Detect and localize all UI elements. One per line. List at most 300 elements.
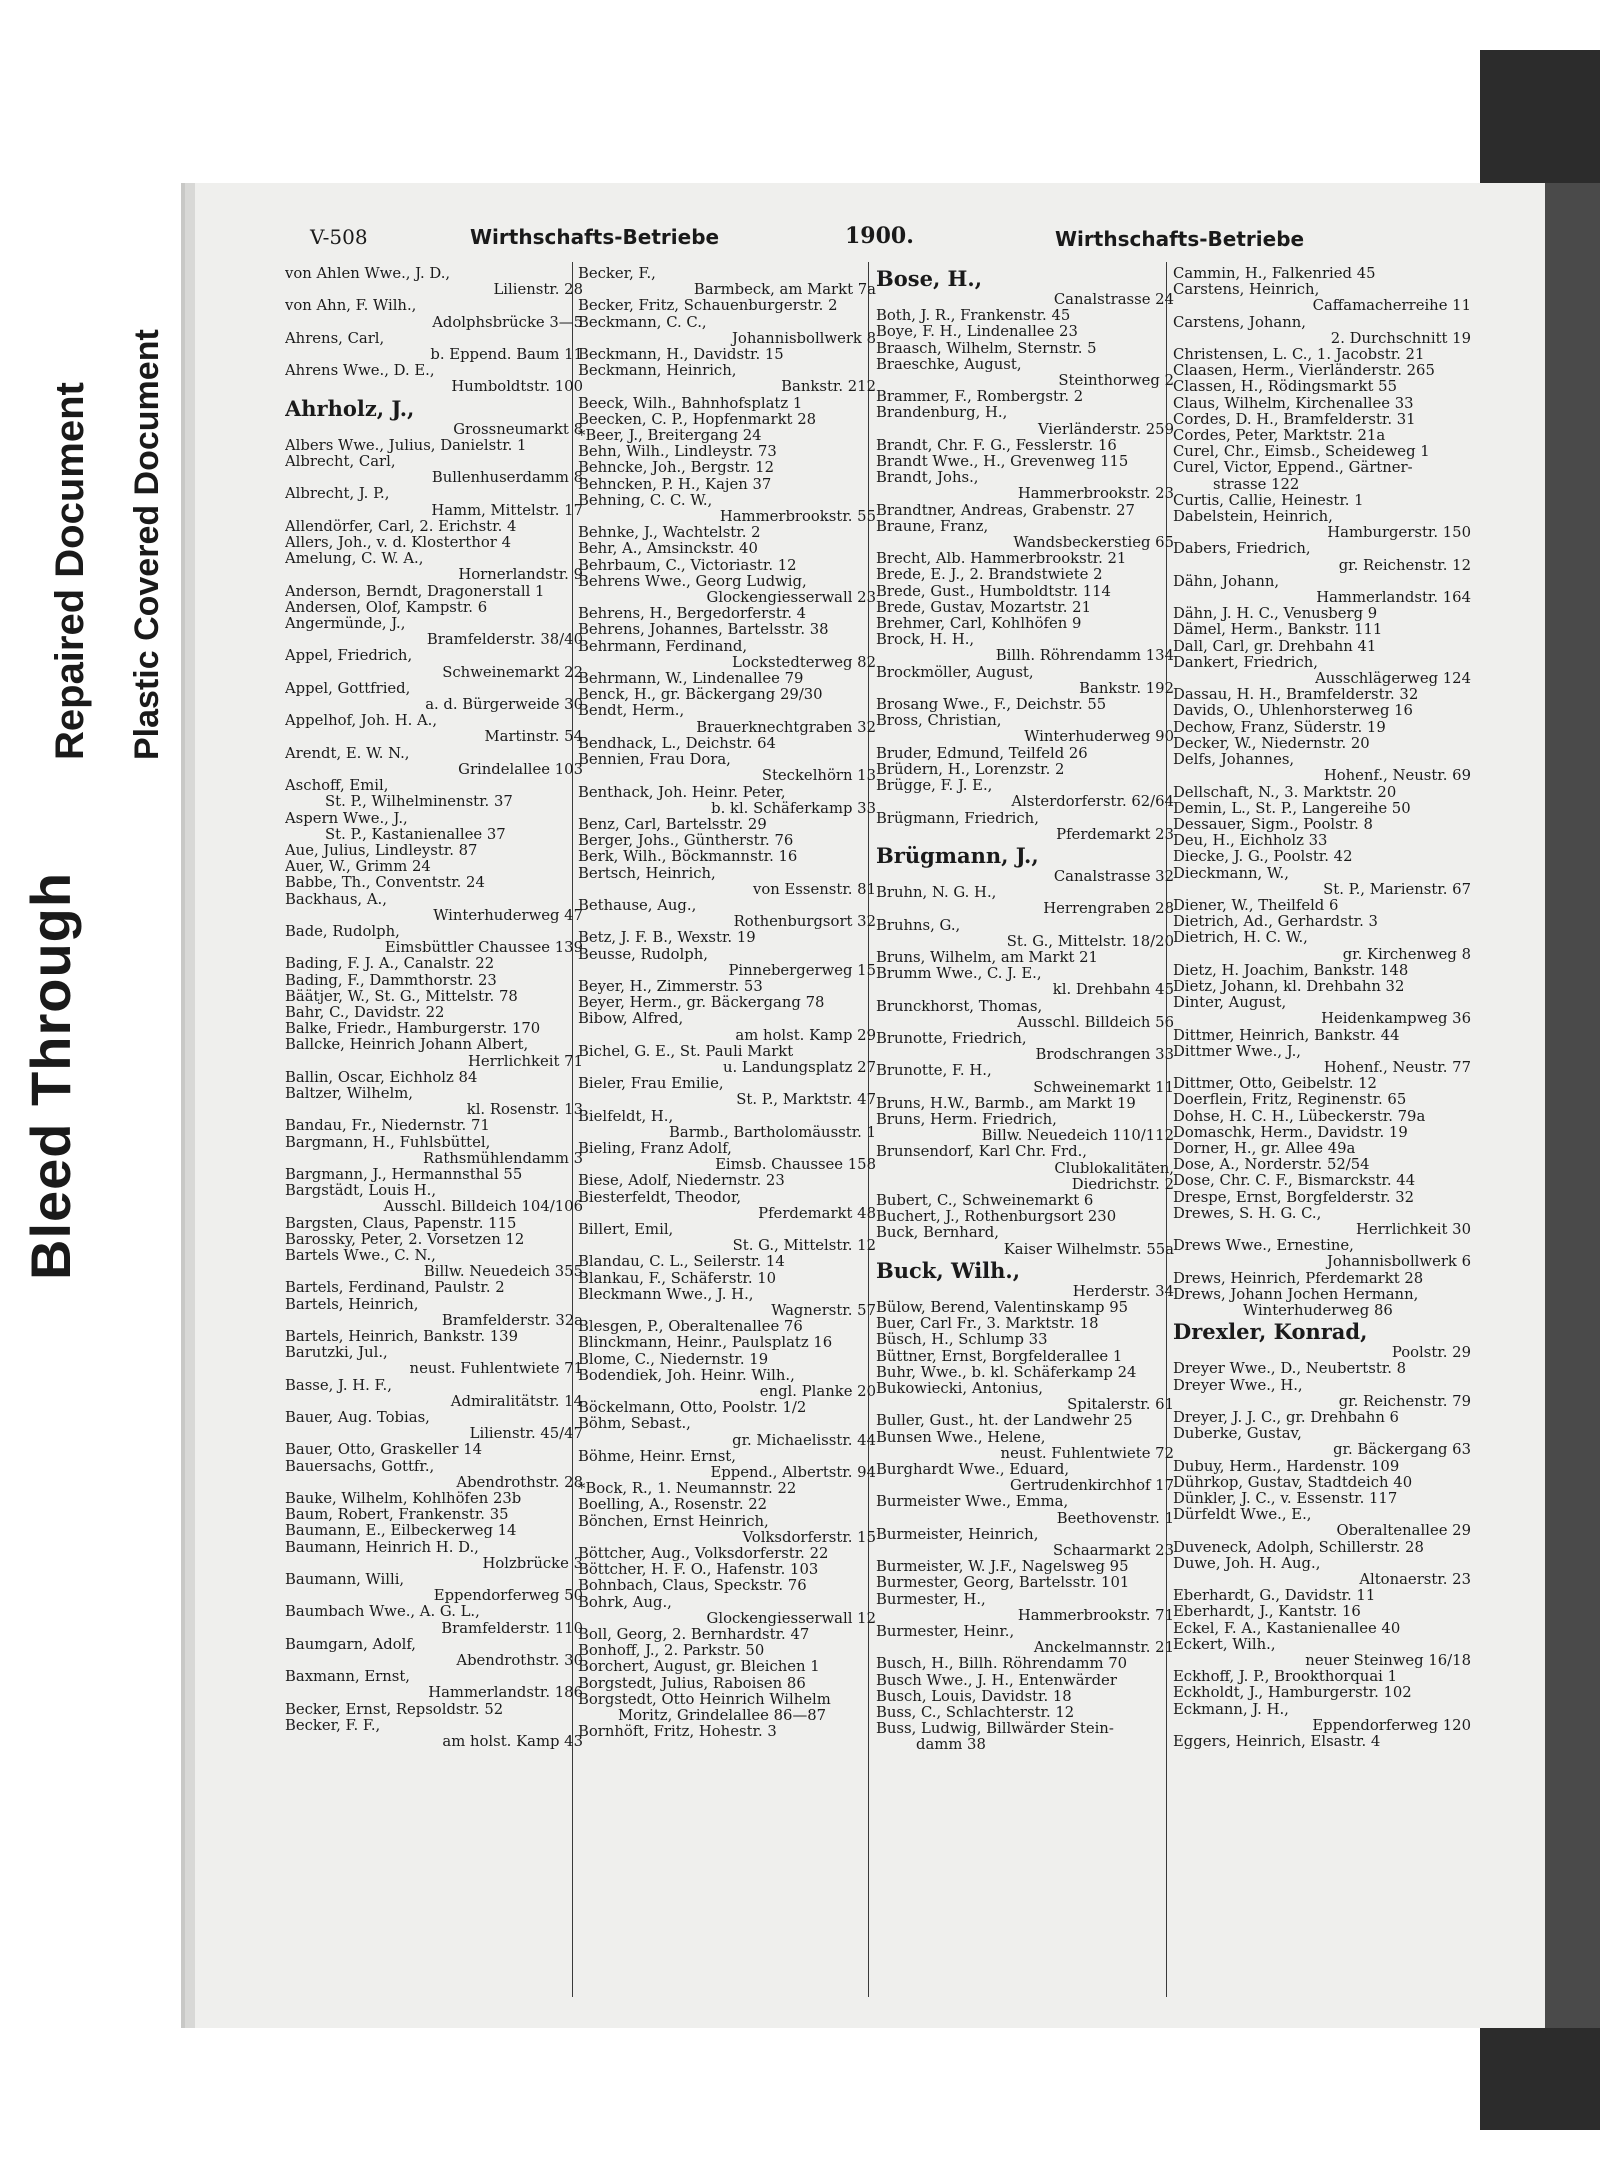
entry-line: neuer Steinweg 16/18 <box>1305 1653 1471 1670</box>
entry-line: Bramfelderstr. 32a <box>441 1312 583 1329</box>
entry-line: Billw. Neuedeich 355 <box>423 1264 583 1281</box>
entry-line: Bruns, H.W., Barmb., am Markt 19 <box>876 1095 1136 1112</box>
entry-line: Barossky, Peter, 2. Vorsetzen 12 <box>285 1231 525 1248</box>
entry-line: Behrens, Johannes, Bartelsstr. 38 <box>578 622 829 639</box>
entry-line: Borgstedt, Otto Heinrich Wilhelm <box>578 1691 831 1708</box>
entry-line: Brandenburg, H., <box>876 405 1008 422</box>
entry-line: Clublokalitäten, <box>1054 1160 1174 1177</box>
entry-line: Lilienstr. 45/47 <box>469 1426 583 1443</box>
entry-line: Hammerbrookstr. 71 <box>1017 1607 1174 1624</box>
entry-line: Bankstr. 212 <box>781 379 876 396</box>
entry-line: Benz, Carl, Bartelsstr. 29 <box>578 816 767 833</box>
directory-column-3 <box>876 266 1174 1754</box>
entry-line: Dietrich, H. C. W., <box>1173 930 1308 947</box>
entry-line: Pferdemarkt 23 <box>1056 826 1174 843</box>
entry-line: Classen, H., Rödingsmarkt 55 <box>1173 379 1397 396</box>
entry-line: Dinter, August, <box>1173 995 1287 1012</box>
entry-line: Albrecht, Carl, <box>285 454 396 471</box>
entry-line: St. P., Marienstr. 67 <box>1323 881 1471 898</box>
entry-line: Bruns, Wilhelm, am Markt 21 <box>876 949 1098 966</box>
entry-line: Dorner, H., gr. Allee 49a <box>1173 1140 1356 1157</box>
entry-line: Holzbrücke 3 <box>482 1555 583 1572</box>
entry-line: Behning, C. C. W., <box>578 492 713 509</box>
entry-line: Burmester, H., <box>876 1591 986 1608</box>
entry-line: Dietz, H. Joachim, Bankstr. 148 <box>1173 962 1409 979</box>
entry-line: Boelling, A., Rosenstr. 22 <box>578 1497 768 1514</box>
entry-line: Christensen, L. C., 1. Jacobstr. 21 <box>1173 347 1425 364</box>
entry-line: gr. Reichenstr. 12 <box>1338 557 1471 574</box>
entry-line: Benck, H., gr. Bäckergang 29/30 <box>578 687 823 704</box>
entry-line: a. d. Bürgerweide 30 <box>425 697 583 714</box>
entry-line: Bartels, Ferdinand, Paulstr. 2 <box>285 1280 505 1297</box>
entry-line: Eppendorferweg 120 <box>1312 1717 1471 1734</box>
entry-line: Bargsten, Claus, Papenstr. 115 <box>285 1215 517 1232</box>
entry-line: Drews, Heinrich, Pferdemarkt 28 <box>1173 1270 1424 1287</box>
entry-line: Rathsmühlendamm 3 <box>423 1150 583 1167</box>
entry-line: Hohenf., Neustr. 69 <box>1323 768 1471 785</box>
entry-line: Dittmer Wwe., J., <box>1173 1043 1301 1060</box>
entry-line: Bramfelderstr. 38/40 <box>426 632 583 649</box>
entry-line: Dankert, Friedrich, <box>1173 654 1318 671</box>
entry-line: Claasen, Herm., Vierländerstr. 265 <box>1173 363 1435 380</box>
entry-line: Bohrk, Aug., <box>578 1594 672 1611</box>
entry-line: St. G., Mittelstr. 18/20 <box>1006 933 1174 950</box>
entry-line: Bruhn, N. G. H., <box>876 885 997 902</box>
entry-line: Bennien, Frau Dora, <box>578 752 731 769</box>
entry-line: Becker, Ernst, Repsoldstr. 52 <box>285 1701 504 1718</box>
entry-line: Angermünde, J., <box>285 616 406 633</box>
entry-line: Ballin, Oscar, Eichholz 84 <box>285 1069 478 1086</box>
entry-line: Behn, Wilh., Lindleystr. 73 <box>578 444 777 461</box>
entry-line: gr. Bäckergang 63 <box>1333 1442 1471 1459</box>
entry-line: Glockengiesserwall 12 <box>706 1610 876 1627</box>
entry-line: Grossneumarkt 8 <box>453 421 583 438</box>
entry-line: Ausschlägerweg 124 <box>1315 671 1471 688</box>
entry-line: Cammin, H., Falkenried 45 <box>1173 266 1376 282</box>
entry-line: Eckhoff, J. P., Brookthorquai 1 <box>1173 1669 1398 1686</box>
entry-line: Canalstrasse 24 <box>1053 292 1174 308</box>
entry-line: Hammerlandstr. 164 <box>1316 590 1471 607</box>
entry-line: Dähn, J. H. C., Venusberg 9 <box>1173 606 1378 623</box>
entry-line: Burmeister Wwe., Emma, <box>876 1494 1069 1511</box>
entry-line: Braeschke, August, <box>876 356 1022 373</box>
entry-line: Aspern Wwe., J., <box>285 810 408 827</box>
entry-line: Behr, A., Amsinckstr. 40 <box>578 541 758 558</box>
entry-line: Diecke, J. G., Poolstr. 42 <box>1173 849 1353 866</box>
entry-line: Duberke, Gustav, <box>1173 1426 1302 1443</box>
entry-line: Glockengiesserwall 23 <box>706 590 876 607</box>
entry-line: Johannisbollwerk 8 <box>731 330 876 347</box>
entry-line: Allendörfer, Carl, 2. Erichstr. 4 <box>285 518 517 535</box>
entry-line: St. G., Mittelstr. 12 <box>732 1238 876 1255</box>
entry-line: Busch Wwe., J. H., Entenwärder <box>876 1672 1117 1689</box>
entry-line: Beusse, Rudolph, <box>578 946 709 963</box>
entry-line: Brauerknechtgraben 32 <box>696 719 876 736</box>
entry-line: Caffamacherreihe 11 <box>1312 298 1471 315</box>
entry-line: Bartels, Heinrich, <box>285 1296 419 1313</box>
entry-line: Brammer, F., Rombergstr. 2 <box>876 389 1084 406</box>
entry-line: Decker, W., Niedernstr. 20 <box>1173 735 1370 752</box>
entry-line: St. P., Marktstr. 47 <box>736 1092 876 1109</box>
entry-line: Bramfelderstr. 110 <box>441 1620 583 1637</box>
entry-line: Spitalerstr. 61 <box>1067 1397 1174 1414</box>
repaired-document-label: Repaired Document <box>48 382 92 760</box>
entry-line: Hohenf., Neustr. 77 <box>1323 1059 1471 1076</box>
entry-line: Bade, Rudolph, <box>285 923 400 940</box>
entry-line: Behncke, Joh., Bergstr. 12 <box>578 460 774 477</box>
entry-line: Bukowiecki, Antonius, <box>876 1381 1043 1397</box>
entry-line: Brede, Gustav, Mozartstr. 21 <box>876 599 1091 616</box>
entry-line: Braasch, Wilhelm, Sternstr. 5 <box>876 340 1097 357</box>
entry-line: Bartels Wwe., C. N., <box>285 1247 436 1264</box>
entry-line: Abendrothstr. 30 <box>456 1653 583 1670</box>
entry-line: Hammerbrookstr. 55 <box>719 509 876 526</box>
entry-line: Buhr, Wwe., b. kl. Schäferkamp 24 <box>876 1364 1137 1381</box>
entry-line: Dessauer, Sigm., Poolstr. 8 <box>1173 816 1373 833</box>
entry-line: Hammerbrookstr. 23 <box>1017 486 1174 503</box>
entry-line: Burmeister, W. J.F., Nagelsweg 95 <box>876 1559 1129 1576</box>
entry-line: Dreyer Wwe., D., Neubertstr. 8 <box>1173 1361 1407 1378</box>
entry-line: Drews Wwe., Ernestine, <box>1173 1238 1354 1255</box>
entry-line: Berger, Johs., Güntherstr. 76 <box>578 833 794 850</box>
entry-line: Martinstr. 54 <box>484 729 583 746</box>
entry-line: Becker, F. F., <box>285 1717 381 1734</box>
entry-line: Schweinemarkt 11 <box>1033 1079 1174 1096</box>
entry-line: Brock, H. H., <box>876 632 975 649</box>
entry-line: Herrengraben 28 <box>1043 901 1174 918</box>
entry-line: Baltzer, Wilhelm, <box>285 1085 413 1102</box>
entry-line: Moritz, Grindelallee 86—87 <box>618 1708 827 1725</box>
entry-line: Lilienstr. 28 <box>493 282 583 299</box>
entry-line: Aschoff, Emil, <box>285 778 389 795</box>
entry-line: Behncken, P. H., Kajen 37 <box>578 476 772 493</box>
entry-line: Brunsendorf, Karl Chr. Frd., <box>876 1144 1088 1161</box>
entry-line: Bönchen, Ernst Heinrich, <box>578 1513 769 1530</box>
entry-line: kl. Drehbahn 45 <box>1052 982 1174 999</box>
entry-line: Bornhöft, Fritz, Hohestr. 3 <box>578 1724 777 1741</box>
entry-line: Billh. Röhrendamm 134 <box>995 648 1174 665</box>
entry-line: Behrens, H., Bergedorferstr. 4 <box>578 606 807 623</box>
entry-line: Brunckhorst, Thomas, <box>876 998 1043 1015</box>
entry-heading: Brügmann, J., <box>876 842 1039 868</box>
entry-line: Baum, Robert, Frankenstr. 35 <box>285 1507 509 1524</box>
entry-line: Deu, H., Eichholz 33 <box>1173 833 1328 850</box>
entry-line: Bielfeldt, H., <box>578 1108 674 1125</box>
entry-line: Dittmer, Otto, Geibelstr. 12 <box>1173 1076 1377 1093</box>
entry-line: Büsch, H., Schlump 33 <box>876 1332 1048 1349</box>
entry-line: Baumann, Heinrich H. D., <box>285 1539 479 1556</box>
entry-line: Beckmann, C. C., <box>578 314 707 331</box>
entry-line: Babbe, Th., Conventstr. 24 <box>285 875 485 892</box>
page-number: V-508 <box>310 225 368 249</box>
entry-line: Bargmann, J., Hermannsthal 55 <box>285 1166 523 1183</box>
entry-line: Billw. Neuedeich 110/112 <box>981 1128 1174 1145</box>
entry-line: Bieling, Franz Adolf, <box>578 1140 732 1157</box>
entry-line: Buck, Bernhard, <box>876 1225 999 1242</box>
entry-line: Davids, O., Uhlenhorsterweg 16 <box>1173 703 1413 720</box>
entry-line: Brockmöller, August, <box>876 664 1034 681</box>
entry-line: Dieckmann, W., <box>1173 865 1289 882</box>
side-labels <box>0 260 190 1280</box>
page-header <box>290 225 1500 261</box>
entry-line: Dabelstein, Heinrich, <box>1173 509 1333 526</box>
entry-line: Herrlichkeit 30 <box>1355 1221 1471 1238</box>
entry-line: Appel, Friedrich, <box>285 648 413 665</box>
entry-line: Duveneck, Adolph, Schillerstr. 28 <box>1173 1539 1424 1556</box>
entry-line: Alsterdorferstr. 62/64 <box>1011 794 1174 811</box>
entry-line: Benthack, Joh. Heinr. Peter, <box>578 784 786 801</box>
entry-line: Burghardt Wwe., Eduard, <box>876 1462 1070 1479</box>
entry-line: Bading, F., Dammthorstr. 23 <box>285 972 497 989</box>
entry-line: Domaschk, Herm., Davidstr. 19 <box>1173 1124 1408 1141</box>
entry-line: Basse, J. H. F., <box>285 1377 392 1394</box>
directory-column-2 <box>578 266 876 1740</box>
entry-line: Auer, W., Grimm 24 <box>285 859 431 876</box>
entry-line: Curel, Victor, Eppend., Gärtner- <box>1173 460 1413 477</box>
entry-line: Biese, Adolf, Niedernstr. 23 <box>578 1173 785 1190</box>
entry-line: Delfs, Johannes, <box>1173 752 1295 769</box>
entry-line: engl. Planke 20 <box>759 1384 876 1401</box>
entry-line: Dürfeldt Wwe., E., <box>1173 1507 1312 1524</box>
entry-line: Aue, Julius, Lindleystr. 87 <box>285 842 478 859</box>
entry-line: Böttcher, Aug., Volksdorferstr. 22 <box>578 1546 829 1563</box>
entry-line: Herderstr. 34 <box>1072 1283 1174 1300</box>
entry-line: Rothenburgsort 32 <box>733 914 876 931</box>
entry-line: Böhme, Heinr. Ernst, <box>578 1448 736 1465</box>
entry-line: Burmeister, Heinrich, <box>876 1526 1039 1543</box>
entry-line: Both, J. R., Frankenstr. 45 <box>876 308 1071 325</box>
bleed-through-label: Bleed Through <box>19 871 82 1280</box>
entry-line: Bodendiek, Joh. Heinr. Wilh., <box>578 1367 795 1384</box>
entry-line: Bankstr. 192 <box>1079 680 1174 697</box>
entry-line: Bartels, Heinrich, Bankstr. 139 <box>285 1329 518 1345</box>
entry-line: Buchert, J., Rothenburgsort 230 <box>876 1209 1117 1226</box>
entry-line: Eimsbüttler Chaussee 139 <box>384 940 583 957</box>
entry-line: Eimsb. Chaussee 158 <box>715 1157 876 1174</box>
entry-line: Dechow, Franz, Süderstr. 19 <box>1173 719 1386 736</box>
entry-heading: Ahrholz, J., <box>285 395 415 421</box>
entry-line: Andersen, Olof, Kampstr. 6 <box>285 599 488 616</box>
entry-line: Ahrens, Carl, <box>285 330 385 347</box>
entry-line: Winterhuderweg 86 <box>1243 1303 1393 1319</box>
entry-line: Becker, F., <box>578 266 656 282</box>
entry-line: Dämel, Herm., Bankstr. 111 <box>1173 622 1383 639</box>
entry-line: Winterhuderweg 47 <box>433 907 583 924</box>
entry-line: Bauersachs, Gottfr., <box>285 1458 435 1475</box>
entry-line: Appelhof, Joh. H. A., <box>285 713 438 730</box>
entry-line: St. P., Kastanienallee 37 <box>325 826 506 843</box>
entry-line: Dellschaft, N., 3. Marktstr. 20 <box>1173 784 1397 801</box>
entry-line: Bruder, Edmund, Teilfeld 26 <box>876 745 1088 762</box>
entry-line: Eggers, Heinrich, Elsastr. 4 <box>1173 1734 1381 1751</box>
entry-line: Dittmer, Heinrich, Bankstr. 44 <box>1173 1027 1400 1044</box>
entry-line: Admiralitätstr. 14 <box>450 1393 583 1410</box>
entry-line: neust. Fuhlentwiete 71 <box>409 1361 583 1378</box>
entry-line: Brandt Wwe., H., Grevenweg 115 <box>876 454 1129 471</box>
entry-line: Buer, Carl Fr., 3. Marktstr. 18 <box>876 1316 1099 1333</box>
entry-line: Busch, Louis, Davidstr. 18 <box>876 1688 1072 1705</box>
entry-line: Eppendorferweg 50 <box>433 1588 583 1605</box>
running-title-left: Wirthschafts-Betriebe <box>470 225 720 249</box>
entry-line: Böhm, Sebast., <box>578 1416 691 1433</box>
entry-line: Beckmann, H., Davidstr. 15 <box>578 347 784 364</box>
entry-line: Brügmann, Friedrich, <box>876 810 1039 827</box>
entry-line: Biesterfeldt, Theodor, <box>578 1189 742 1206</box>
entry-line: Brandtner, Andreas, Grabenstr. 27 <box>876 502 1135 519</box>
running-title-right: Wirthschafts-Betriebe <box>1055 227 1305 251</box>
entry-line: Baxmann, Ernst, <box>285 1669 411 1686</box>
entry-line: Steckelhörn 13 <box>761 768 876 785</box>
entry-line: Brügge, F. J. E., <box>876 778 993 795</box>
entry-line: Diedrichstr. 2 <box>1071 1176 1174 1193</box>
entry-line: Brunotte, F. H., <box>876 1063 992 1080</box>
entry-line: Bauer, Aug. Tobias, <box>285 1410 430 1427</box>
entry-line: Büttner, Ernst, Borgfelderallee 1 <box>876 1348 1123 1365</box>
entry-line: Adolphsbrücke 3—5 <box>432 314 583 331</box>
entry-line: Brehmer, Carl, Kohlhöfen 9 <box>876 616 1082 633</box>
entry-line: Winterhuderweg 90 <box>1024 729 1174 746</box>
entry-line: Brandt, Johs., <box>876 470 979 487</box>
entry-line: u. Landungsplatz 27 <box>722 1059 876 1076</box>
entry-line: Bahr, C., Davidstr. 22 <box>285 1004 445 1021</box>
entry-line: Bülow, Berend, Valentinskamp 95 <box>876 1299 1129 1316</box>
directory-column-4 <box>1173 266 1471 1750</box>
entry-line: Blandau, C. L., Seilerstr. 14 <box>578 1254 785 1271</box>
entry-line: Brosang Wwe., F., Deichstr. 55 <box>876 697 1107 714</box>
entry-line: Canalstrasse 32 <box>1053 868 1174 885</box>
entry-line: Blinckmann, Heinr., Paulsplatz 16 <box>578 1335 833 1352</box>
entry-line: Wagnerstr. 57 <box>771 1303 876 1319</box>
entry-line: Dietz, Johann, kl. Drehbahn 32 <box>1173 978 1405 995</box>
entry-line: Eckmann, J. H., <box>1173 1701 1289 1718</box>
entry-line: kl. Rosenstr. 13 <box>466 1102 583 1119</box>
entry-line: Baumbach Wwe., A. G. L., <box>285 1604 480 1621</box>
entry-line: Cordes, D. H., Bramfelderstr. 31 <box>1173 411 1416 428</box>
entry-line: Heidenkampweg 36 <box>1321 1011 1471 1028</box>
entry-line: b. Eppend. Baum 11 <box>430 347 583 364</box>
entry-line: Wandsbeckerstieg 65 <box>1013 535 1174 552</box>
entry-line: Allers, Joh., v. d. Klosterthor 4 <box>285 535 511 552</box>
entry-line: Dreyer, J. J. C., gr. Drehbahn 6 <box>1173 1410 1399 1427</box>
entry-line: Beethovenstr. 1 <box>1056 1510 1174 1527</box>
entry-line: Bertsch, Heinrich, <box>578 865 716 882</box>
directory-column-1 <box>285 266 583 1750</box>
entry-line: Blankau, F., Schäferstr. 10 <box>578 1270 777 1287</box>
entry-line: Pferdemarkt 48 <box>758 1205 876 1222</box>
entry-line: Bubert, C., Schweinemarkt 6 <box>876 1192 1094 1209</box>
entry-line: Ausschl. Billdeich 56 <box>1017 1014 1174 1031</box>
entry-line: Bandau, Fr., Niedernstr. 71 <box>285 1118 490 1135</box>
entry-line: gr. Reichenstr. 79 <box>1338 1393 1471 1410</box>
entry-line: Vierländerstr. 259 <box>1037 421 1174 438</box>
entry-line: Ausschl. Billdeich 104/106 <box>383 1199 583 1216</box>
entry-line: Doerflein, Fritz, Reginenstr. 65 <box>1173 1092 1407 1109</box>
entry-line: Bullenhuserdamm 8 <box>431 470 583 487</box>
entry-line: Carstens, Johann, <box>1173 314 1306 331</box>
entry-line: Dassau, H. H., Bramfelderstr. 32 <box>1173 687 1419 704</box>
entry-line: Brede, Gust., Humboldtstr. 114 <box>876 583 1111 600</box>
entry-line: Brandt, Chr. F. G., Fesslerstr. 16 <box>876 437 1117 454</box>
entry-heading: Drexler, Konrad, <box>1173 1319 1368 1345</box>
entry-line: Anckelmannstr. 21 <box>1033 1640 1174 1657</box>
entry-line: am holst. Kamp 43 <box>442 1734 583 1751</box>
entry-line: Bendt, Herm., <box>578 703 685 720</box>
entry-line: Johannisbollwerk 6 <box>1326 1254 1471 1271</box>
entry-line: Bross, Christian, <box>876 713 1002 730</box>
entry-line: von Ahn, F. Wilh., <box>285 298 417 315</box>
entry-line: Bruns, Herm. Friedrich, <box>876 1111 1057 1128</box>
entry-line: Ballcke, Heinrich Johann Albert, <box>285 1037 529 1054</box>
entry-line: Böttcher, H. F. O., Hafenstr. 103 <box>578 1562 819 1579</box>
entry-line: Dose, A., Norderstr. 52/54 <box>1173 1157 1370 1174</box>
header-year: 1900. <box>845 223 914 249</box>
entry-line: Eckert, Wilh., <box>1173 1636 1276 1653</box>
entry-line: Borgstedt, Julius, Raboisen 86 <box>578 1675 806 1692</box>
entry-line: Hamburgerstr. 150 <box>1327 525 1471 542</box>
entry-line: Bruhns, G., <box>876 917 961 934</box>
entry-line: Boll, Georg, 2. Bernhardstr. 47 <box>578 1627 810 1644</box>
entry-line: Baumann, Willi, <box>285 1572 405 1589</box>
entry-line: Schweinemarkt 22 <box>442 664 583 681</box>
entry-line: *Beer, J., Breitergang 24 <box>578 428 762 445</box>
entry-line: Brüdern, H., Lorenzstr. 2 <box>876 761 1065 778</box>
plastic-covered-label: Plastic Covered Document <box>128 329 166 760</box>
entry-line: Baumgarn, Adolf, <box>285 1636 417 1653</box>
entry-line: Behnke, J., Wachtelstr. 2 <box>578 525 761 542</box>
facing-page-edge <box>1545 183 1600 2028</box>
entry-line: Beecken, C. P., Hopfenmarkt 28 <box>578 411 817 428</box>
entry-line: Billert, Emil, <box>578 1221 674 1238</box>
entry-line: Carstens, Heinrich, <box>1173 282 1320 299</box>
entry-line: Burmester, Heinr., <box>876 1624 1015 1641</box>
entry-line: Brumm Wwe., C. J. E., <box>876 966 1042 983</box>
entry-line: Brunotte, Friedrich, <box>876 1030 1027 1047</box>
entry-line: Humboldtstr. 100 <box>451 379 583 396</box>
entry-line: gr. Kirchenweg 8 <box>1342 946 1471 963</box>
entry-line: Duwe, Joh. H. Aug., <box>1173 1555 1321 1572</box>
entry-line: Dabers, Friedrich, <box>1173 541 1311 558</box>
entry-line: Bonhoff, J., 2. Parkstr. 50 <box>578 1643 765 1660</box>
entry-line: Cordes, Peter, Marktstr. 21a <box>1173 428 1386 445</box>
entry-heading: Bose, H., <box>876 266 983 291</box>
entry-line: Becker, Fritz, Schauenburgerstr. 2 <box>578 298 838 315</box>
entry-line: damm 38 <box>916 1737 986 1754</box>
entry-line: Dührkop, Gustav, Stadtdeich 40 <box>1173 1474 1413 1491</box>
entry-line: *Bock, R., 1. Neumannstr. 22 <box>578 1481 797 1498</box>
entry-line: Braune, Franz, <box>876 518 989 535</box>
entry-line: Backhaus, A., <box>285 891 387 908</box>
entry-line: Barmb., Bartholomäusstr. 1 <box>669 1124 876 1141</box>
entry-line: Buller, Gust., ht. der Landwehr 25 <box>876 1413 1133 1430</box>
entry-line: von Essenstr. 81 <box>753 881 876 898</box>
entry-line: Schaarmarkt 23 <box>1052 1543 1174 1560</box>
entry-line: Dall, Carl, gr. Drehbahn 41 <box>1173 638 1377 655</box>
entry-line: Bargstädt, Louis H., <box>285 1183 437 1200</box>
entry-line: Poolstr. 29 <box>1391 1345 1471 1362</box>
entry-line: Beckmann, Heinrich, <box>578 363 737 380</box>
entry-line: Albers Wwe., Julius, Danielstr. 1 <box>285 437 527 454</box>
entry-line: Bauer, Otto, Graskeller 14 <box>285 1442 483 1459</box>
entry-line: Burmester, Georg, Bartelsstr. 101 <box>876 1575 1130 1592</box>
entry-line: Curtis, Callie, Heinestr. 1 <box>1173 492 1364 509</box>
entry-line: Dose, Chr. C. F., Bismarckstr. 44 <box>1173 1173 1416 1190</box>
entry-line: Gertrudenkirchhof 17 <box>1010 1478 1174 1495</box>
entry-line: Dohse, H. C. H., Lübeckerstr. 79a <box>1173 1108 1426 1125</box>
entry-line: Bleckmann Wwe., J. H., <box>578 1286 754 1303</box>
entry-line: Bieler, Frau Emilie, <box>578 1076 724 1093</box>
entry-line: Amelung, C. W. A., <box>285 551 424 568</box>
entry-line: gr. Michaelisstr. 44 <box>732 1432 876 1449</box>
